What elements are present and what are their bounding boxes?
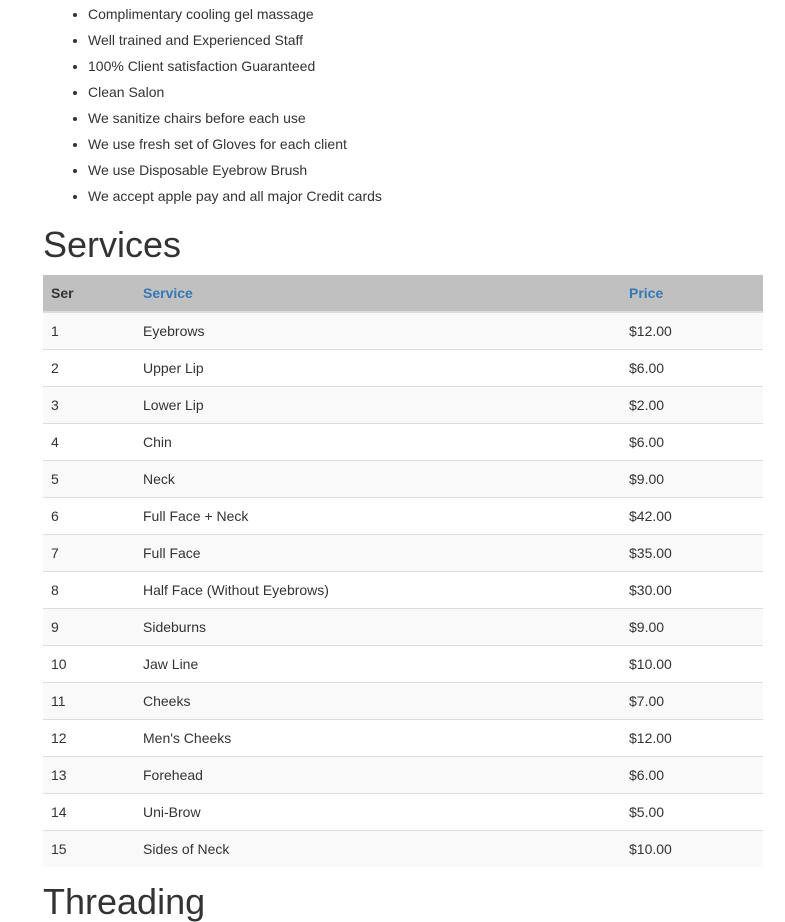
cell-price: $12.00 [621, 720, 763, 757]
cell-price: $9.00 [621, 609, 763, 646]
sort-price-link[interactable]: Price [629, 285, 664, 301]
cell-ser: 14 [43, 794, 135, 831]
table-row [43, 794, 763, 831]
table-header-row [43, 275, 763, 312]
cell-price: $6.00 [621, 350, 763, 387]
cell-ser: 4 [43, 424, 135, 461]
table-row [43, 646, 763, 683]
feature-item: • 100% Client satisfaction Guaranteed [88, 53, 382, 79]
cell-ser: 1 [43, 312, 135, 350]
cell-service: Sideburns [135, 609, 621, 646]
table-row [43, 312, 763, 350]
cell-price: $5.00 [621, 794, 763, 831]
cell-ser: 15 [43, 831, 135, 868]
cell-ser: 2 [43, 350, 135, 387]
cell-service: Eyebrows [135, 312, 621, 350]
cell-price: $35.00 [621, 535, 763, 572]
cell-ser: 5 [43, 461, 135, 498]
table-row [43, 683, 763, 720]
table-row [43, 535, 763, 572]
cell-service: Sides of Neck [135, 831, 621, 868]
table-row [43, 424, 763, 461]
feature-item: • We use fresh set of Gloves for each client [88, 131, 382, 157]
cell-ser: 7 [43, 535, 135, 572]
cell-service: Upper Lip [135, 350, 621, 387]
table-row [43, 498, 763, 535]
services-table [43, 275, 763, 867]
table-row [43, 720, 763, 757]
sort-service-link[interactable]: Service [143, 285, 193, 301]
cell-ser: 11 [43, 683, 135, 720]
cell-service: Neck [135, 461, 621, 498]
cell-ser: 9 [43, 609, 135, 646]
cell-ser: 8 [43, 572, 135, 609]
cell-ser: 3 [43, 387, 135, 424]
cell-price: $7.00 [621, 683, 763, 720]
cell-price: $6.00 [621, 424, 763, 461]
feature-item: • Complimentary cooling gel massage [88, 1, 382, 27]
table-row [43, 831, 763, 868]
table-row [43, 757, 763, 794]
header-ser: Ser [43, 275, 135, 312]
cell-service: Jaw Line [135, 646, 621, 683]
cell-price: $6.00 [621, 757, 763, 794]
cell-ser: 10 [43, 646, 135, 683]
feature-item: • Well trained and Experienced Staff [88, 27, 382, 53]
feature-item: • We accept apple pay and all major Credit cards [88, 183, 382, 209]
features-list [43, 1, 382, 209]
table-row [43, 572, 763, 609]
cell-service: Lower Lip [135, 387, 621, 424]
threading-heading: Threading [43, 881, 206, 922]
cell-ser: 13 [43, 757, 135, 794]
cell-price: $9.00 [621, 461, 763, 498]
cell-price: $30.00 [621, 572, 763, 609]
cell-price: $12.00 [621, 312, 763, 350]
services-heading: Services [43, 224, 182, 265]
cell-service: Chin [135, 424, 621, 461]
cell-price: $10.00 [621, 646, 763, 683]
cell-service: Half Face (Without Eyebrows) [135, 572, 621, 609]
feature-item: • We use Disposable Eyebrow Brush [88, 157, 382, 183]
table-row [43, 387, 763, 424]
cell-service: Full Face [135, 535, 621, 572]
cell-ser: 6 [43, 498, 135, 535]
cell-price: $42.00 [621, 498, 763, 535]
table-row [43, 350, 763, 387]
cell-service: Cheeks [135, 683, 621, 720]
cell-service: Full Face + Neck [135, 498, 621, 535]
feature-item: • Clean Salon [88, 79, 382, 105]
cell-service: Forehead [135, 757, 621, 794]
cell-price: $10.00 [621, 831, 763, 868]
cell-service: Men's Cheeks [135, 720, 621, 757]
table-row [43, 609, 763, 646]
cell-ser: 12 [43, 720, 135, 757]
table-row [43, 461, 763, 498]
cell-price: $2.00 [621, 387, 763, 424]
feature-item: • We sanitize chairs before each use [88, 105, 382, 131]
cell-service: Uni-Brow [135, 794, 621, 831]
